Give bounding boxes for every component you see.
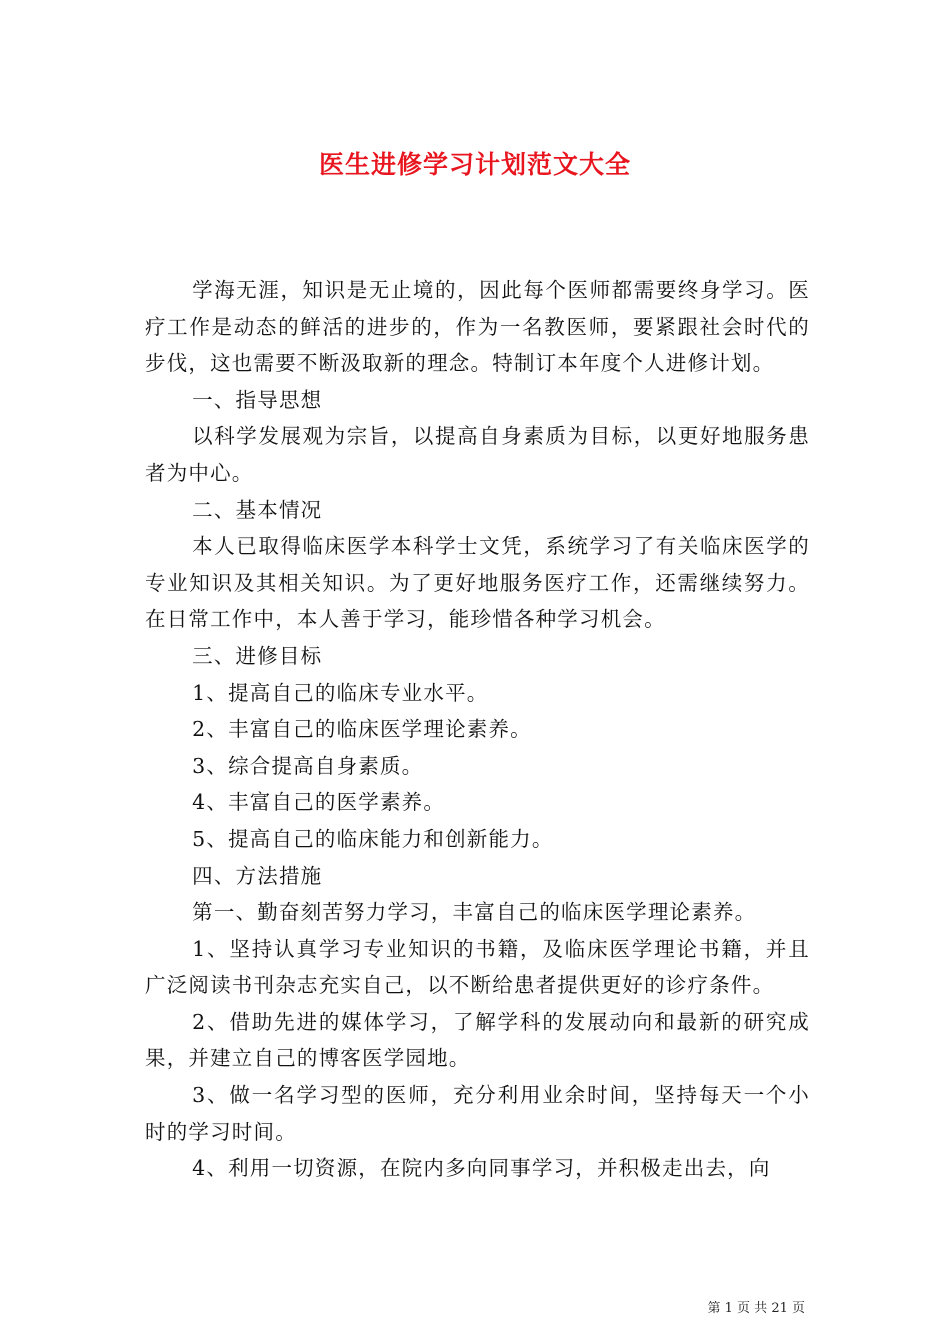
list-item: 4、利用一切资源，在院内多向同事学习，并积极走出去，向 [192,1156,771,1181]
section-heading: 二、基本情况 [192,497,323,522]
list-item: 3、综合提高自身素质。 [192,753,424,778]
document-title: 医生进修学习计划范文大全 [318,149,631,179]
list-item: 1、坚持认真学习专业知识的书籍，及临床医学理论书籍，并且广泛阅读书刊杂志充实自己，以不断给患者提供更好的诊疗条件。 [145,936,810,998]
paragraph: 以科学发展观为宗旨，以提高自身素质为目标，以更好地服务患者为中心。 [145,424,810,485]
list-item: 3、做一名学习型的医师，充分利用业余时间，坚持每天一个小时的学习时间。 [145,1083,810,1144]
list-item: 5、提高自己的临床能力和创新能力。 [192,826,554,851]
list-item: 2、丰富自己的临床医学理论素养。 [192,717,532,742]
section-heading: 一、指导思想 [192,387,323,412]
paragraph: 学海无涯，知识是无止境的，因此每个医师都需要终身学习。医疗工作是动态的鲜活的进步的，作为一名教医师，要紧跟社会时代的步伐，这也需要不断汲取新的理念。特制订本年度个人进修计划。 [145,278,810,376]
list-item: 1、提高自己的临床专业水平。 [192,680,489,705]
list-item: 4、丰富自己的医学素养。 [192,790,446,815]
document-body [145,272,810,1187]
page-number-footer: 第 1 页 共 21 页 [707,1301,805,1316]
section-heading: 四、方法措施 [192,863,323,888]
section-heading: 三、进修目标 [192,643,323,668]
paragraph: 本人已取得临床医学本科学士文凭，系统学习了有关临床医学的专业知识及其相关知识。为了更好地服务医疗工作，还需继续努力。在日常工作中，本人善于学习，能珍惜各种学习机会。 [145,534,810,632]
list-item: 2、借助先进的媒体学习，了解学科的发展动向和最新的研究成果，并建立自己的博客医学园地。 [145,1009,810,1071]
paragraph: 第一、勤奋刻苦努力学习，丰富自己的临床医学理论素养。 [192,900,757,925]
